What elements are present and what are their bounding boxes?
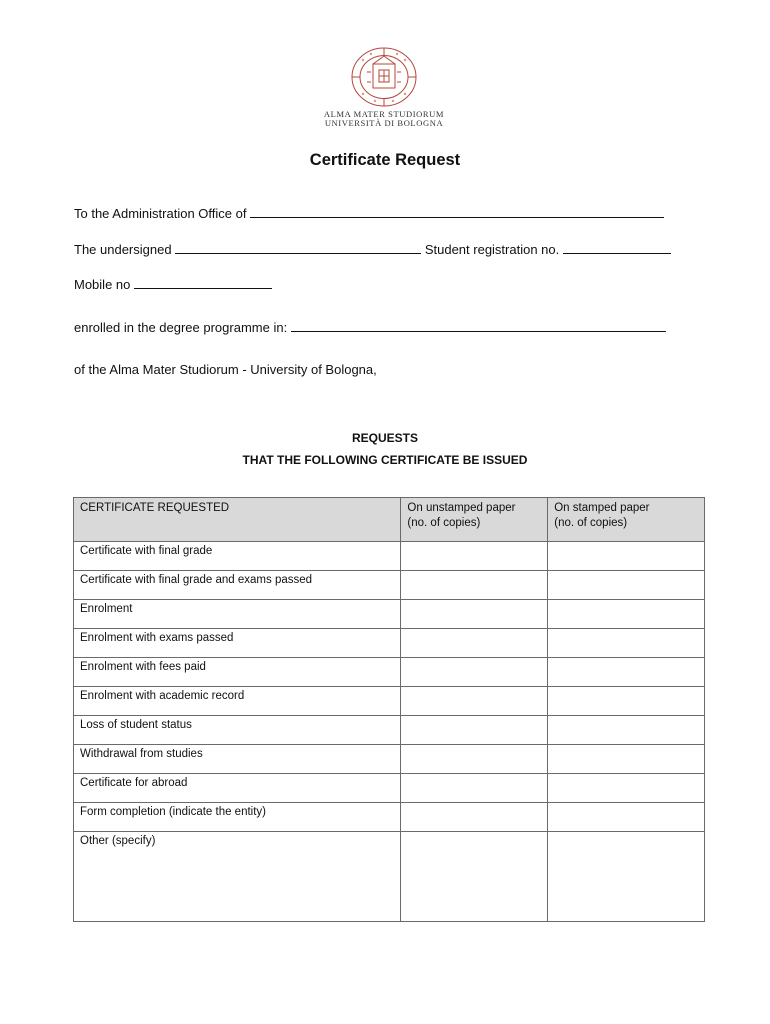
certificate-type: Loss of student status xyxy=(74,716,401,745)
stamped-copies-cell[interactable] xyxy=(548,774,705,803)
requests-heading: REQUESTS xyxy=(351,431,418,445)
unstamped-copies-cell[interactable] xyxy=(401,629,548,658)
unstamped-copies-cell[interactable] xyxy=(401,832,548,922)
mobile-number-field[interactable] xyxy=(134,275,272,289)
unstamped-copies-cell[interactable] xyxy=(401,716,548,745)
registration-number-field[interactable] xyxy=(563,240,671,254)
unstamped-copies-cell[interactable] xyxy=(401,658,548,687)
degree-line xyxy=(74,318,666,335)
registration-label: Student registration no. xyxy=(424,242,560,257)
unstamped-copies-cell[interactable] xyxy=(401,745,548,774)
stamped-copies-cell[interactable] xyxy=(548,629,705,658)
certificate-type: Withdrawal from studies xyxy=(74,745,401,774)
certificate-type: Form completion (indicate the entity) xyxy=(74,803,401,832)
page-title: Certificate Request xyxy=(309,151,461,169)
stamped-copies-cell[interactable] xyxy=(548,600,705,629)
university-seal-logo xyxy=(349,46,419,108)
certificate-type: Certificate for abroad xyxy=(74,774,401,803)
certificate-type: Enrolment with academic record xyxy=(74,687,401,716)
table-row xyxy=(74,774,705,803)
undersigned-name-field[interactable] xyxy=(175,240,421,254)
certificate-type: Other (specify) xyxy=(74,832,401,922)
table-row xyxy=(74,542,705,571)
unstamped-copies-cell[interactable] xyxy=(401,687,548,716)
mobile-line xyxy=(74,275,272,292)
stamped-copies-cell[interactable] xyxy=(548,832,705,922)
stamped-copies-cell[interactable] xyxy=(548,542,705,571)
stamped-copies-cell[interactable] xyxy=(548,658,705,687)
stamped-copies-cell[interactable] xyxy=(548,716,705,745)
table-row xyxy=(74,803,705,832)
header-unstamped-line1: On unstamped paper xyxy=(407,502,516,514)
certificate-type: Enrolment with exams passed xyxy=(74,629,401,658)
unstamped-copies-cell[interactable] xyxy=(401,600,548,629)
logo-line-2: UNIVERSITÀ DI BOLOGNA xyxy=(324,118,444,128)
header-stamped-line2: (no. of copies) xyxy=(554,517,628,529)
undersigned-line xyxy=(74,240,671,257)
stamped-copies-cell[interactable] xyxy=(548,571,705,600)
certificate-type: Certificate with final grade xyxy=(74,542,401,571)
stamped-copies-cell[interactable] xyxy=(548,803,705,832)
table-row xyxy=(74,629,705,658)
unstamped-copies-cell[interactable] xyxy=(401,803,548,832)
university-line: of the Alma Mater Studiorum - University of Bologna, xyxy=(74,362,377,377)
stamped-copies-cell[interactable] xyxy=(548,745,705,774)
certificate-type: Certificate with final grade and exams passed xyxy=(74,571,401,600)
table-row xyxy=(74,716,705,745)
table-row xyxy=(74,571,705,600)
university-name xyxy=(300,110,468,128)
undersigned-label: The undersigned xyxy=(74,242,172,257)
admin-office-label: To the Administration Office of xyxy=(74,206,247,221)
certificate-type: Enrolment with fees paid xyxy=(74,658,401,687)
table-row xyxy=(74,745,705,774)
table-row xyxy=(74,600,705,629)
table-row xyxy=(74,832,705,922)
degree-programme-field[interactable] xyxy=(291,318,666,332)
header-unstamped xyxy=(401,498,548,542)
requests-subheading: THAT THE FOLLOWING CERTIFICATE BE ISSUED xyxy=(242,453,528,467)
certificate-table xyxy=(73,497,705,922)
header-stamped xyxy=(548,498,705,542)
header-stamped-line1: On stamped paper xyxy=(554,502,650,514)
admin-office-line xyxy=(74,204,664,221)
certificate-type: Enrolment xyxy=(74,600,401,629)
header-unstamped-line2: (no. of copies) xyxy=(407,517,481,529)
unstamped-copies-cell[interactable] xyxy=(401,774,548,803)
unstamped-copies-cell[interactable] xyxy=(401,571,548,600)
mobile-label: Mobile no xyxy=(74,277,131,292)
table-header-row xyxy=(74,498,705,542)
logo-line-1: ALMA MATER STUDIORUM xyxy=(323,109,445,119)
degree-label: enrolled in the degree programme in: xyxy=(74,320,288,335)
unstamped-copies-cell[interactable] xyxy=(401,542,548,571)
admin-office-field[interactable] xyxy=(250,204,664,218)
table-row xyxy=(74,658,705,687)
header-certificate-requested: CERTIFICATE REQUESTED xyxy=(74,498,401,542)
table-row xyxy=(74,687,705,716)
stamped-copies-cell[interactable] xyxy=(548,687,705,716)
